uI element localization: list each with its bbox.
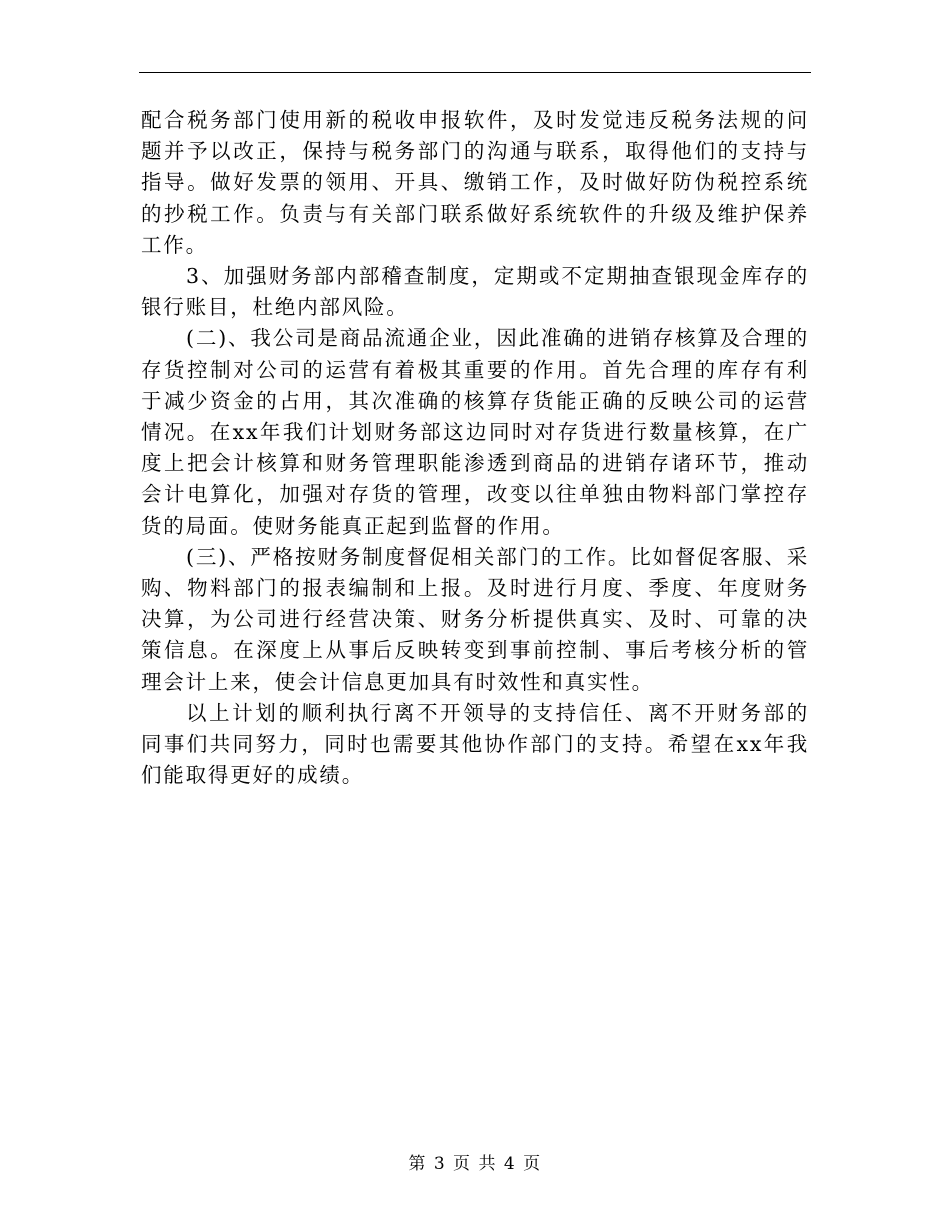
paragraph-conclusion: 以上计划的顺利执行离不开领导的支持信任、离不开财务部的同事们共同努力，同时也需要其他协作部门的支持。希望在xx年我们能取得更好的成绩。 bbox=[141, 700, 809, 788]
paragraph-inventory-control: (二)、我公司是商品流通企业，因此准确的进销存核算及合理的存货控制对公司的运营有着极其重要的作用。首先合理的库存有利于减少资金的占用，其次准确的核算存货能正确的反映公司的运营情况。在xx年我们计划财务部这边同时对存货进行数量核算，在广度上把会计核算和财务管理职能渗透到商品的进销存诸环节，推动会计电算化，加强对存货的管理，改变以往单独由物料部门掌控存货的局面。使财务能真正起到监督的作用。 bbox=[141, 326, 809, 538]
paragraph-tax-cooperation: 配合税务部门使用新的税收申报软件，及时发觉违反税务法规的问题并予以改正，保持与税务部门的沟通与联系，取得他们的支持与指导。做好发票的领用、开具、缴销工作，及时做好防伪税控系统的抄税工作。负责与有关部门联系做好系统软件的升级及维护保养工作。 bbox=[141, 108, 809, 257]
paragraph-internal-audit: 3、加强财务部内部稽查制度，定期或不定期抽查银现金库存的银行账目，杜绝内部风险。 bbox=[141, 264, 809, 320]
page-number-footer: 第 3 页 共 4 页 bbox=[408, 1154, 542, 1174]
header-rule bbox=[139, 72, 811, 73]
paragraph-department-supervision: (三)、严格按财务制度督促相关部门的工作。比如督促客服、采购、物料部门的报表编制和上报。及时进行月度、季度、年度财务决算，为公司进行经营决策、财务分析提供真实、及时、可靠的决策信息。在深度上从事后反映转变到事前控制、事后考核分析的管理会计上来，使会计信息更加具有时效性和真实性。 bbox=[141, 544, 809, 694]
document-body bbox=[141, 105, 809, 791]
